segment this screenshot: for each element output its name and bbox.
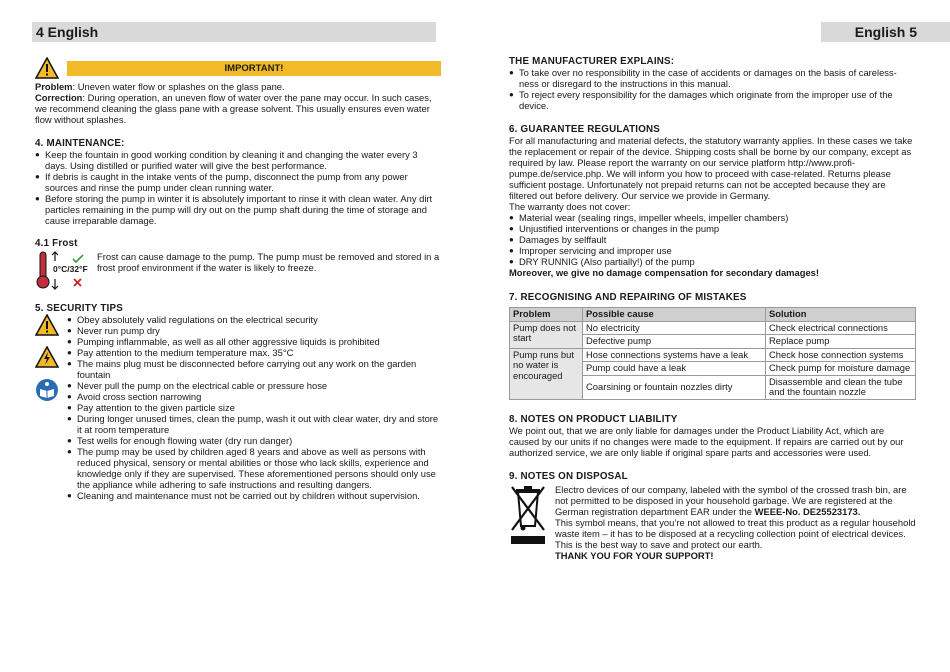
frost-block [35, 251, 441, 291]
table-row [510, 348, 916, 362]
list-item: ● Cleaning and maintenance must not be carried out by children without supervision. [67, 490, 441, 501]
crossed-bin-icon [509, 484, 547, 546]
list-item: ● Damages by selffault [509, 234, 916, 245]
guarantee-title: 6. GUARANTEE REGULATIONS [509, 124, 661, 135]
list-item: ● Avoid cross section narrowing [67, 391, 441, 402]
frost-title: 4.1 Frost [35, 238, 78, 249]
guarantee-bold-note: Moreover, we give no damage compensation for secondary damages! [509, 267, 819, 278]
table-header: Solution [766, 308, 916, 322]
manufacturer-title: THE MANUFACTURER EXPLAINS: [509, 56, 675, 67]
disposal-text-1: Electro devices of our company, labeled with the symbol of the crossed trash bin, are not permitted to be disposed in your household garbage. We are registered at the German registration department EAR under the [555, 483, 907, 517]
mistakes-title: 7. RECOGNISING AND REPAIRING OF MISTAKES [509, 292, 747, 303]
list-item: ● Never run pump dry [67, 325, 441, 336]
cross-icon [73, 278, 82, 287]
table-cell-problem: Pump does not start [510, 321, 583, 348]
table-row [510, 321, 916, 335]
list-item: ● Obey absolutely valid regulations on the electrical security [67, 314, 441, 325]
maintenance-list [35, 149, 441, 226]
important-banner: IMPORTANT! [67, 61, 441, 76]
troubleshooting-table [509, 307, 916, 400]
list-item: ● Never pull the pump on the electrical cable or pressure hose [67, 380, 441, 391]
list-item: ● If debris is caught in the intake vents of the pump, disconnect the pump from any power sources and rinse the pump under clean running water. [35, 171, 441, 193]
manufacturer-list [509, 67, 916, 111]
table-header-row [510, 308, 916, 322]
page-header-left: 4 English [32, 22, 436, 42]
table-cell: Defective pump [583, 335, 766, 349]
problem-label: Problem [35, 81, 73, 92]
table-cell: Pump could have a leak [583, 362, 766, 376]
frost-temperature: 0°C/32°F [53, 264, 88, 274]
table-cell: Check hose connection systems [766, 348, 916, 362]
table-cell: Check pump for moisture damage [766, 362, 916, 376]
frost-text: Frost can cause damage to the pump. The pump must be removed and stored in a frost proof environment if the water is likely to freeze. [97, 251, 440, 273]
warning-icon [35, 314, 59, 336]
disposal-text [555, 484, 916, 561]
list-item: ● Pay attention to the given particle size [67, 402, 441, 413]
table-cell: No electricity [583, 321, 766, 335]
correction-label: Correction [35, 92, 83, 103]
list-item: ● During longer unused times, clean the pump, wash it out with clear water, dry and store it at room temperature [67, 413, 441, 435]
check-icon [72, 254, 84, 264]
list-item: ● To take over no responsibility in the case of accidents or damages on the basis of careless- ness or disregard to the instructions in this manual. [509, 67, 916, 89]
liability-text: We point out, that we are only liable for damages under the Product Liability Act, which are caused by our units if no changes were made to the equipment. If repairs are carried out by our authorized service, we are only liable if original spare parts and accessories were used. [509, 424, 904, 458]
security-title: 5. SECURITY TIPS [35, 303, 123, 314]
page-header-right: English 5 [821, 22, 950, 42]
list-item: ● The mains plug must be disconnected before carrying out any work on the garden fountain [67, 358, 441, 380]
guarantee-text: For all manufacturing and material defects, the statutory warranty applies. In these cases we take the replacement or repair of the device. Shipping costs shall be borne by our company, except as required by law. Please report the warranty on our service platform http://www.profi-pumpe.de/service.php. We will inform you how to proceed with case-related. Returns please sufficient postage. Unfortunately not prepaid returns can not be accepted because they are filtered out before delivery. Our service we provide in Germany. [509, 135, 913, 201]
disposal-text-2: This symbol means, that you’re not allowed to treat this product as a regular household waste item – it has to be disposed at a recycling collection point of electrical devices. This is the best way to save and protect our earth. [555, 516, 916, 550]
list-item: ● Improper servicing and improper use [509, 245, 916, 256]
table-cell: Check electrical connections [766, 321, 916, 335]
maintenance-title: 4. MAINTENANCE: [35, 138, 125, 149]
table-cell: Disassemble and clean the tube and the fountain nozzle [766, 375, 916, 399]
disposal-title: 9. NOTES ON DISPOSAL [509, 470, 628, 482]
security-list [67, 314, 441, 501]
frost-icon [35, 251, 95, 291]
liability-title: 8. NOTES ON PRODUCT LIABILITY [509, 413, 678, 425]
table-header: Problem [510, 308, 583, 322]
table-cell: Hose connections systems have a leak [583, 348, 766, 362]
list-item: ● Unjustified interventions or changes in the pump [509, 223, 916, 234]
list-item: ● Test wells for enough flowing water (dry run danger) [67, 435, 441, 446]
list-item: ● Before storing the pump in winter it is absolutely important to rinse it with clean water. Any dirt particles remaining in the pump will dry out on the pump shaft during the time of storage and cause irreparable damage. [35, 193, 441, 226]
disposal-paragraph [555, 484, 916, 517]
table-cell: Coarsining or fountain nozzles dirty [583, 375, 766, 399]
warning-icon [35, 57, 59, 79]
security-icons [35, 314, 67, 501]
left-column [35, 56, 441, 501]
correction-text: : During operation, an uneven flow of water over the pane may occur. In such cases, we recommend cleaning the glass pane with a grease solvent. This usually ensures even water flow without splashes. [35, 92, 432, 125]
right-column [509, 56, 916, 561]
disposal-block [509, 484, 916, 561]
list-item: ● Material wear (sealing rings, impeller wheels, impeller chambers) [509, 212, 916, 223]
table-cell: Replace pump [766, 335, 916, 349]
important-row [35, 56, 441, 80]
weee-number: WEEE-No. DE25523173. [754, 505, 861, 517]
correction-paragraph [35, 92, 441, 125]
table-cell-problem: Pump runs but no water is encouraged [510, 348, 583, 399]
problem-text: : Uneven water flow or splashes on the glass pane. [72, 81, 285, 92]
list-item: ● To reject every responsibility for the damages which originate from the improper use of the device. [509, 89, 916, 111]
list-item: ● Pay attention to the medium temperature max. 35°C [67, 347, 441, 358]
warranty-not-cover: The warranty does not cover: [509, 201, 631, 212]
list-item: ● Pumping inflammable, as well as all other aggressive liquids is prohibited [67, 336, 441, 347]
warranty-list [509, 212, 916, 267]
disposal-thanks: THANK YOU FOR YOUR SUPPORT! [555, 549, 714, 561]
list-item: ● Keep the fountain in good working condition by cleaning it and changing the water every 3 days. Using distilled or purified water will give the best performance. [35, 149, 441, 171]
list-item: ● The pump may be used by children aged 8 years and above as well as persons with reduced physical, sensory or mental abilities or those who lack skills, experience and knowledge only if they are supervised. These aforementioned persons should only use the appliance while adhering to safe instructions and resulting dangers. [67, 446, 441, 490]
read-manual-icon [35, 378, 59, 402]
table-header: Possible cause [583, 308, 766, 322]
problem-paragraph [35, 81, 441, 92]
thermometer-icon [35, 251, 51, 289]
list-item: ● DRY RUNNIG (Also partially!) of the pump [509, 256, 916, 267]
electric-hazard-icon [35, 346, 59, 368]
security-block [35, 314, 441, 501]
weee-symbol [509, 484, 555, 561]
